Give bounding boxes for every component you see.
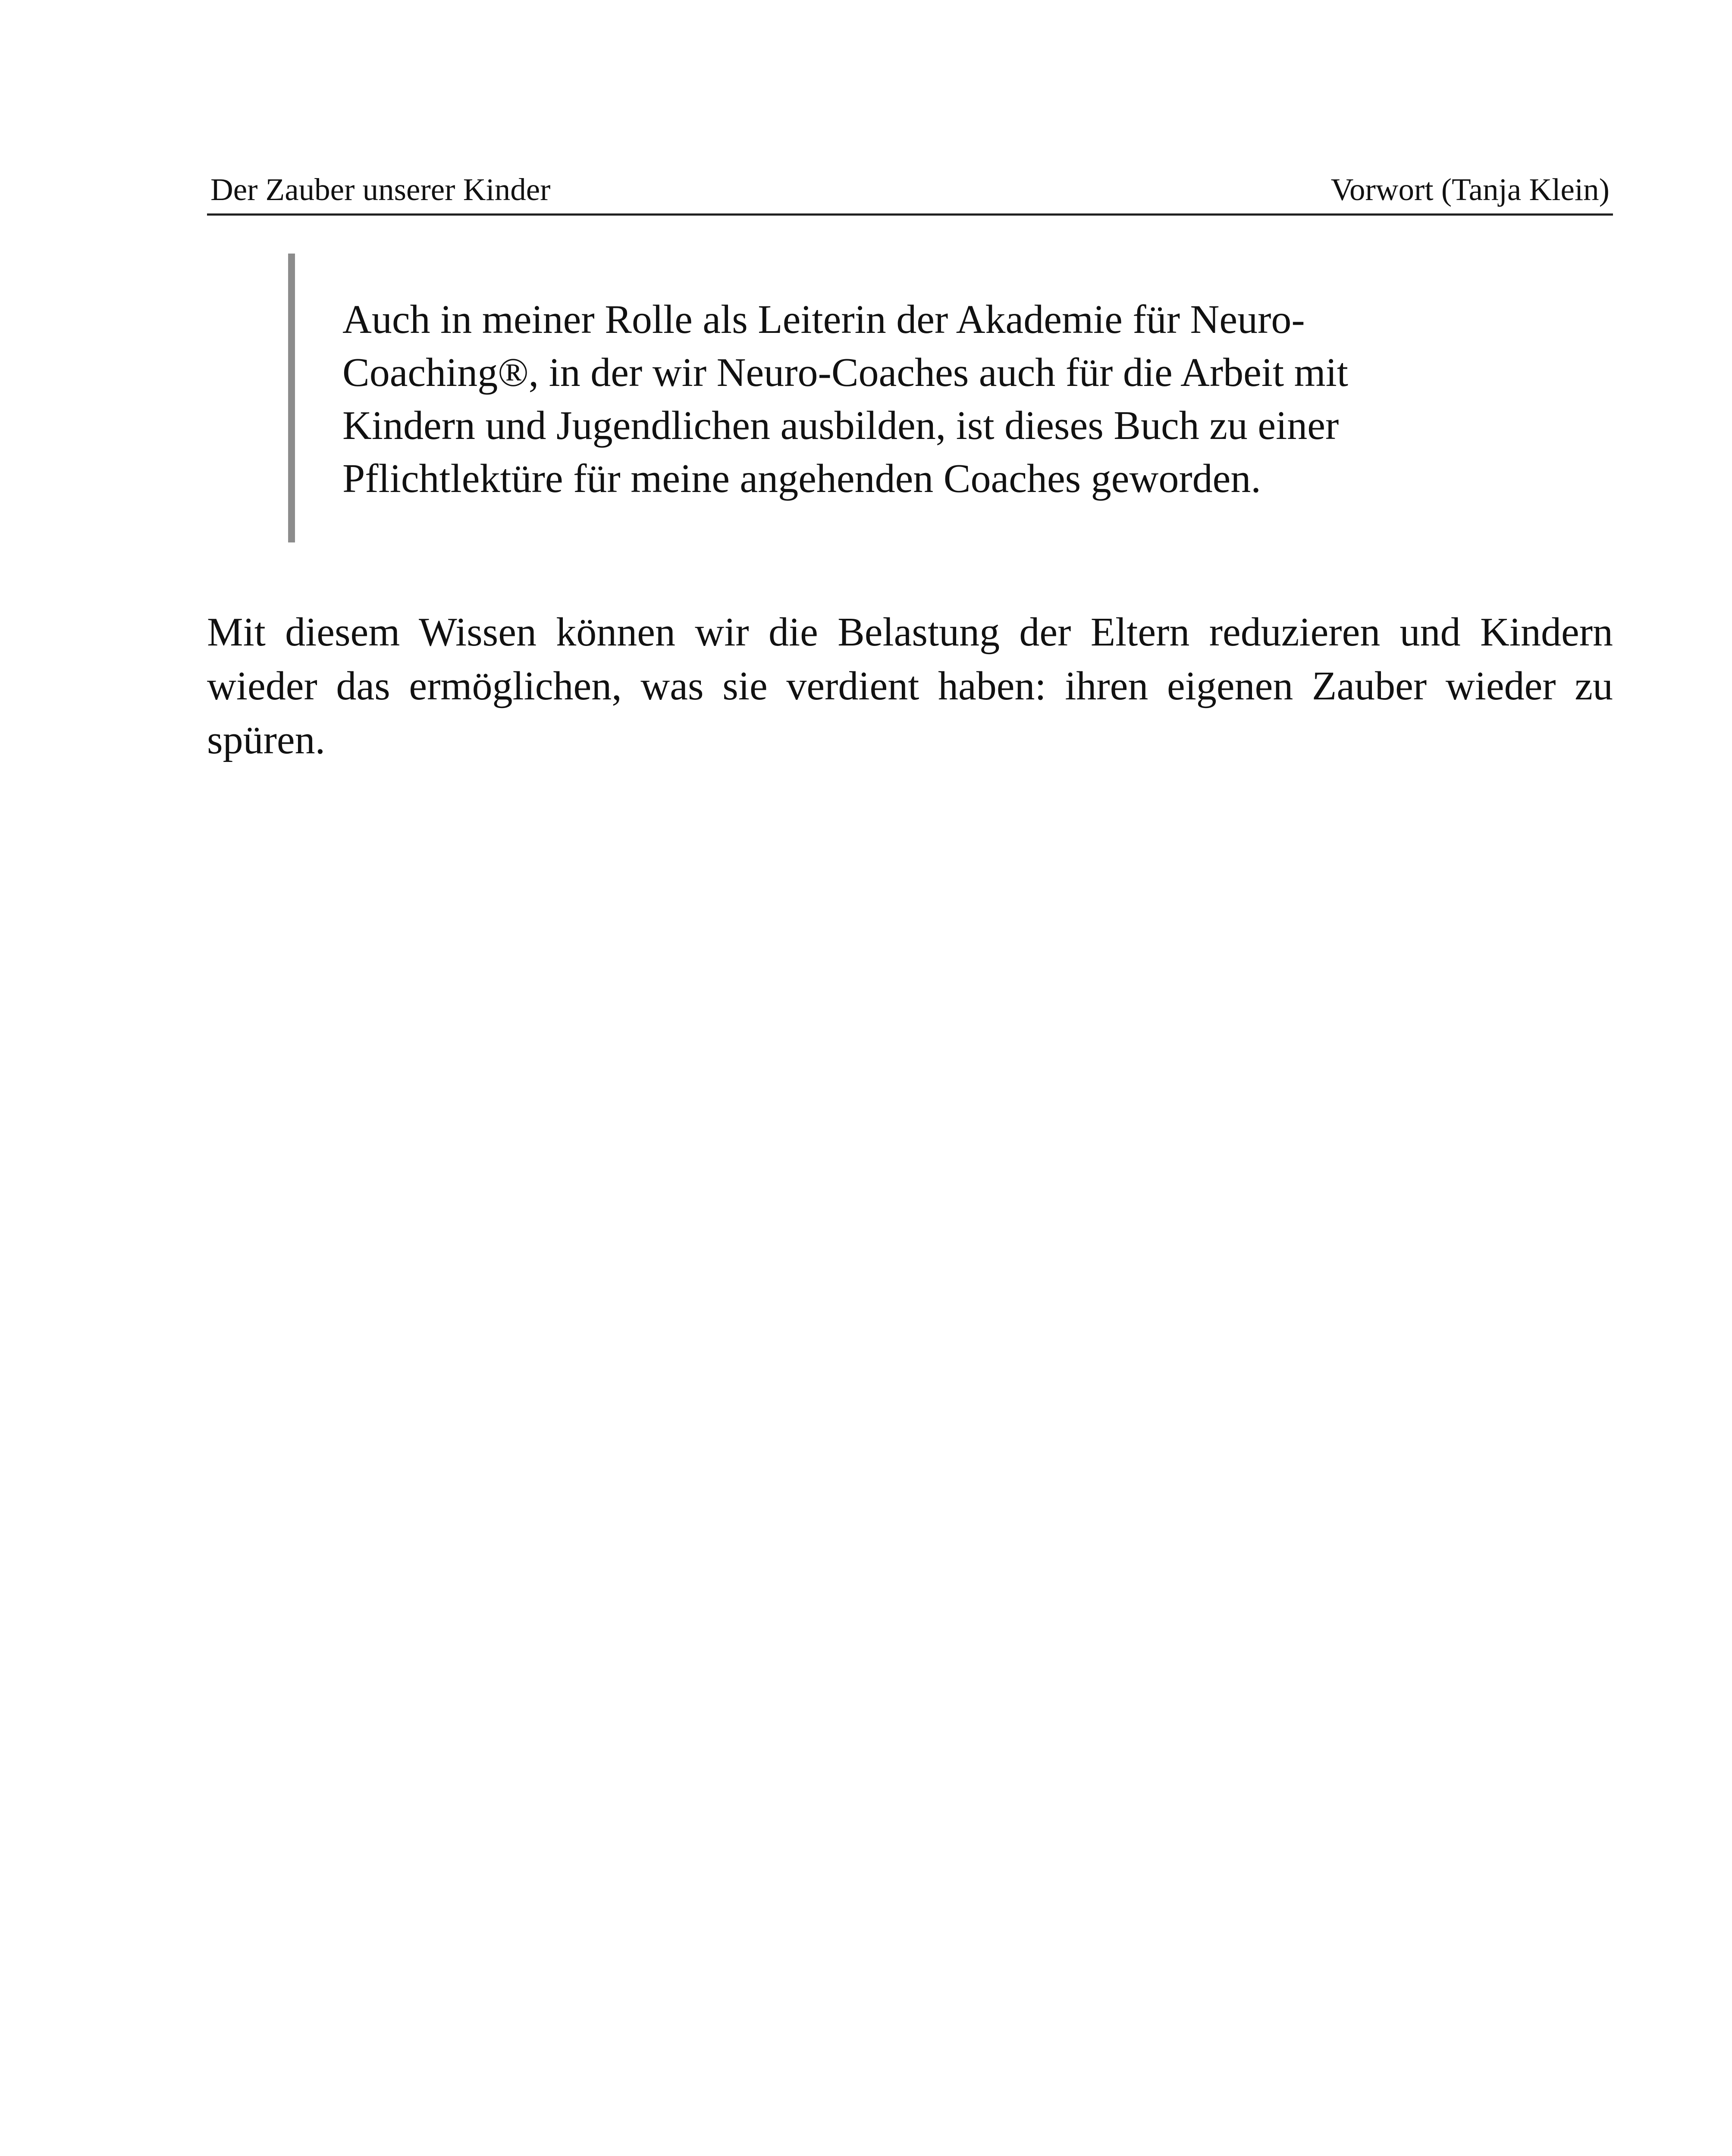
header-chapter-title: Vorwort (Tanja Klein) [1330,172,1610,207]
block-quote [288,254,1468,542]
running-header [207,166,1613,216]
header-book-title: Der Zauber unserer Kinder [210,172,551,207]
block-quote-text: Auch in meiner Rolle als Leiterin der Akademie für Neuro- Coaching®, in der wir Neuro-Coaches auch für die Arbeit mit Kindern und Jugendlichen ausbilden, ist dieses Buch zu einer Pflichtlektüre für meine angehenden Coaches geworden. [342,297,1348,501]
body-paragraph: Mit diesem Wissen können wir die Belastung der Eltern reduzieren und Kindern wieder das ermöglichen, was sie verdient haben: ihren eigenen Zauber wieder zu spüren. [207,610,1613,762]
